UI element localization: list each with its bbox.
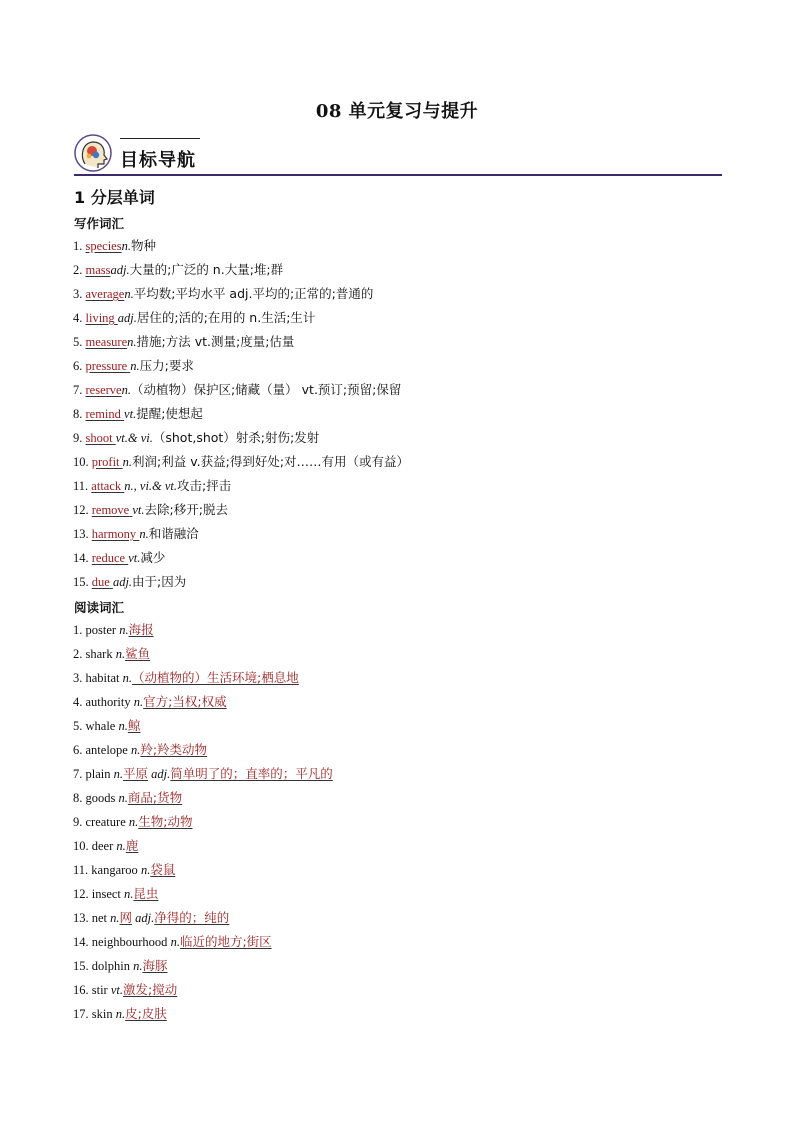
vocab-word: goods [85,791,116,805]
item-number: 12. [73,503,89,517]
item-number: 4. [73,695,83,709]
part-of-speech: n. [133,695,144,709]
answer-meaning-2: 净得的；纯的 [154,910,230,925]
item-number: 12. [73,887,89,901]
vocab-word: kangaroo [91,863,138,877]
answer-word: species [85,239,122,253]
answer-meaning: 平原 [123,766,149,781]
item-number: 15. [73,959,89,973]
vocab-word: deer [91,839,114,853]
vocab-word: poster [85,623,117,637]
writing-vocab-heading: 写作词汇 [74,216,125,231]
answer-word: remove [91,503,130,517]
part-of-speech: n. [121,383,131,397]
page-title: 08 单元复习与提升 [315,101,479,122]
list-item [73,546,409,570]
part-of-speech: vt. [128,551,141,565]
answer-meaning: 海报 [128,622,154,637]
answer-meaning: 皮;皮肤 [125,1006,167,1021]
item-number: 14. [73,935,89,949]
list-item [73,474,409,498]
meaning-text: 减少 [140,550,166,565]
meaning-text: 和谐融洽 [148,526,199,541]
answer-meaning: 鲨鱼 [125,646,151,661]
meaning-text: 提醒;使想起 [136,406,203,421]
list-item [73,930,333,954]
part-of-speech: n. [113,767,123,781]
vocab-word: dolphin [91,959,130,973]
list-item [73,450,409,474]
meaning-text: 压力;要求 [139,358,194,373]
list-item [73,354,409,378]
answer-meaning: 昆虫 [133,886,159,901]
part-of-speech: n. [140,863,151,877]
list-item [73,306,409,330]
item-number: 9. [73,815,83,829]
answer-word: remind [85,407,121,421]
answer-word: mass [85,263,111,277]
part-of-speech: n. [124,287,134,301]
list-item [73,906,333,930]
part-of-speech: adj. [110,263,130,277]
list-item [73,402,409,426]
list-item [73,954,333,978]
answer-meaning: 网 [119,910,133,925]
meaning-text: 由于;因为 [132,574,187,589]
part-of-speech: vt. [132,503,145,517]
item-number: 9. [73,431,83,445]
vocab-word: plain [85,767,111,781]
list-item [73,618,333,642]
item-number: 6. [73,743,83,757]
list-item [73,1002,333,1026]
item-number: 10. [73,455,89,469]
list-item [73,234,409,258]
answer-word: living [85,311,115,325]
part-of-speech: adj. [112,575,133,589]
vocab-word: habitat [85,671,120,685]
answer-meaning: 鹿 [125,838,139,853]
answer-word: harmony [91,527,137,541]
meaning-text: 平均数;平均水平 adj.平均的;正常的;普通的 [133,286,374,301]
item-number: 7. [73,383,83,397]
item-number: 13. [73,911,89,925]
list-item [73,426,409,450]
item-number: 17. [73,1007,89,1021]
list-item [73,282,409,306]
list-item [73,498,409,522]
part-of-speech: n. [110,911,120,925]
item-number: 3. [73,671,83,685]
answer-meaning: 官方;当权;权威 [143,694,227,709]
answer-meaning: 商品;货物 [127,790,183,805]
part-of-speech: n. [118,791,128,805]
item-number: 1. [73,239,83,253]
meaning-text: （动植物）保护区;储藏（量） vt.预订;预留;保留 [130,382,402,397]
list-item [73,522,409,546]
item-number: 10. [73,839,89,853]
list-item [73,666,333,690]
answer-meaning: 海豚 [142,958,168,973]
part-of-speech: n. [139,527,149,541]
part-of-speech: vt. [124,407,137,421]
vocab-word: creature [85,815,126,829]
item-number: 13. [73,527,89,541]
part-of-speech: n. [128,815,139,829]
item-number: 2. [73,647,83,661]
item-number: 8. [73,791,83,805]
reading-vocab-heading: 阅读词汇 [74,600,125,615]
brain-head-icon [74,134,112,174]
list-item [73,834,333,858]
reading-vocab-list [73,618,333,1026]
part-of-speech: n. [124,887,134,901]
part-of-speech: n. [121,239,131,253]
part-of-speech: n. [115,647,126,661]
part-of-speech: n. [122,455,133,469]
banner-rule [74,174,722,176]
answer-meaning: 鲸 [127,718,141,733]
part-of-speech: n. [116,839,126,853]
list-item [73,978,333,1002]
part-of-speech-2: adj. [135,911,155,925]
answer-meaning: 激发;搅动 [123,982,178,997]
banner-overline [120,138,200,139]
list-item [73,330,409,354]
writing-vocab-list [73,234,409,594]
list-item [73,858,333,882]
item-number: 3. [73,287,83,301]
part-of-speech: n. [122,671,133,685]
vocab-word: authority [85,695,131,709]
item-number: 16. [73,983,89,997]
list-item [73,738,333,762]
item-number: 4. [73,311,83,325]
meaning-text: 居住的;活的;在用的 n.生活;生计 [136,310,316,325]
answer-meaning: 羚;羚类动物 [140,742,208,757]
list-item [73,258,409,282]
list-item [73,882,333,906]
vocab-word: insect [91,887,121,901]
answer-word: pressure [85,359,128,373]
item-number: 7. [73,767,83,781]
part-of-speech: n. [133,959,143,973]
part-of-speech: vt. [110,983,124,997]
list-item [73,810,333,834]
part-of-speech: adj. [117,311,137,325]
part-of-speech-2: adj. [151,767,171,781]
meaning-text: 攻击;抨击 [177,478,232,493]
part-of-speech: n. [130,359,140,373]
vocab-word: antelope [85,743,128,757]
answer-meaning: 生物;动物 [138,814,193,829]
answer-word: reserve [85,383,122,397]
item-number: 6. [73,359,83,373]
list-item [73,690,333,714]
meaning-text: 物种 [130,238,156,253]
meaning-text: 利润;利益 v.获益;得到好处;对……有用（或有益） [132,454,410,469]
part-of-speech: vt.& vi. [115,431,153,445]
answer-word: attack [91,479,122,493]
answer-word: shoot [85,431,113,445]
meaning-text: 大量的;广泛的 n.大量;堆;群 [129,262,284,277]
list-item [73,570,409,594]
part-of-speech: n. [170,935,180,949]
item-number: 14. [73,551,89,565]
item-number: 11. [73,479,89,493]
answer-word: average [85,287,125,301]
part-of-speech: n. [130,743,141,757]
answer-meaning-2: 简单明了的；直率的；平凡的 [170,766,333,781]
vocab-word: skin [91,1007,113,1021]
vocab-word: shark [85,647,113,661]
meaning-text: 去除;移开;脱去 [144,502,228,517]
item-number: 2. [73,263,83,277]
part-of-speech: n. [115,1007,126,1021]
item-number: 8. [73,407,83,421]
part-of-speech: n., vi.& vt. [124,479,178,493]
part-of-speech: n. [119,623,129,637]
part-of-speech: n. [127,335,137,349]
list-item [73,762,333,786]
item-number: 1. [73,623,83,637]
vocab-word: neighbourhood [91,935,168,949]
list-item [73,378,409,402]
item-number: 5. [73,719,83,733]
section-banner [74,132,722,178]
answer-meaning: （动植物的）生活环境;栖息地 [132,670,299,685]
vocab-word: net [91,911,108,925]
item-number: 11. [73,863,89,877]
answer-word: profit [91,455,120,469]
list-item [73,642,333,666]
meaning-text: （shot,shot）射杀;射伤;发射 [152,430,320,445]
vocab-word: whale [85,719,116,733]
part-of-speech: n. [118,719,128,733]
answer-meaning: 袋鼠 [150,862,176,877]
meaning-text: 措施;方法 vt.测量;度量;估量 [136,334,295,349]
list-item [73,714,333,738]
answer-word: due [91,575,110,589]
answer-word: measure [85,335,128,349]
answer-word: reduce [91,551,126,565]
section-title: 1 分层单词 [74,188,155,207]
item-number: 15. [73,575,89,589]
item-number: 5. [73,335,83,349]
answer-meaning: 临近的地方;街区 [179,934,272,949]
banner-label: 目标导航 [120,150,196,171]
list-item [73,786,333,810]
vocab-word: stir [91,983,108,997]
